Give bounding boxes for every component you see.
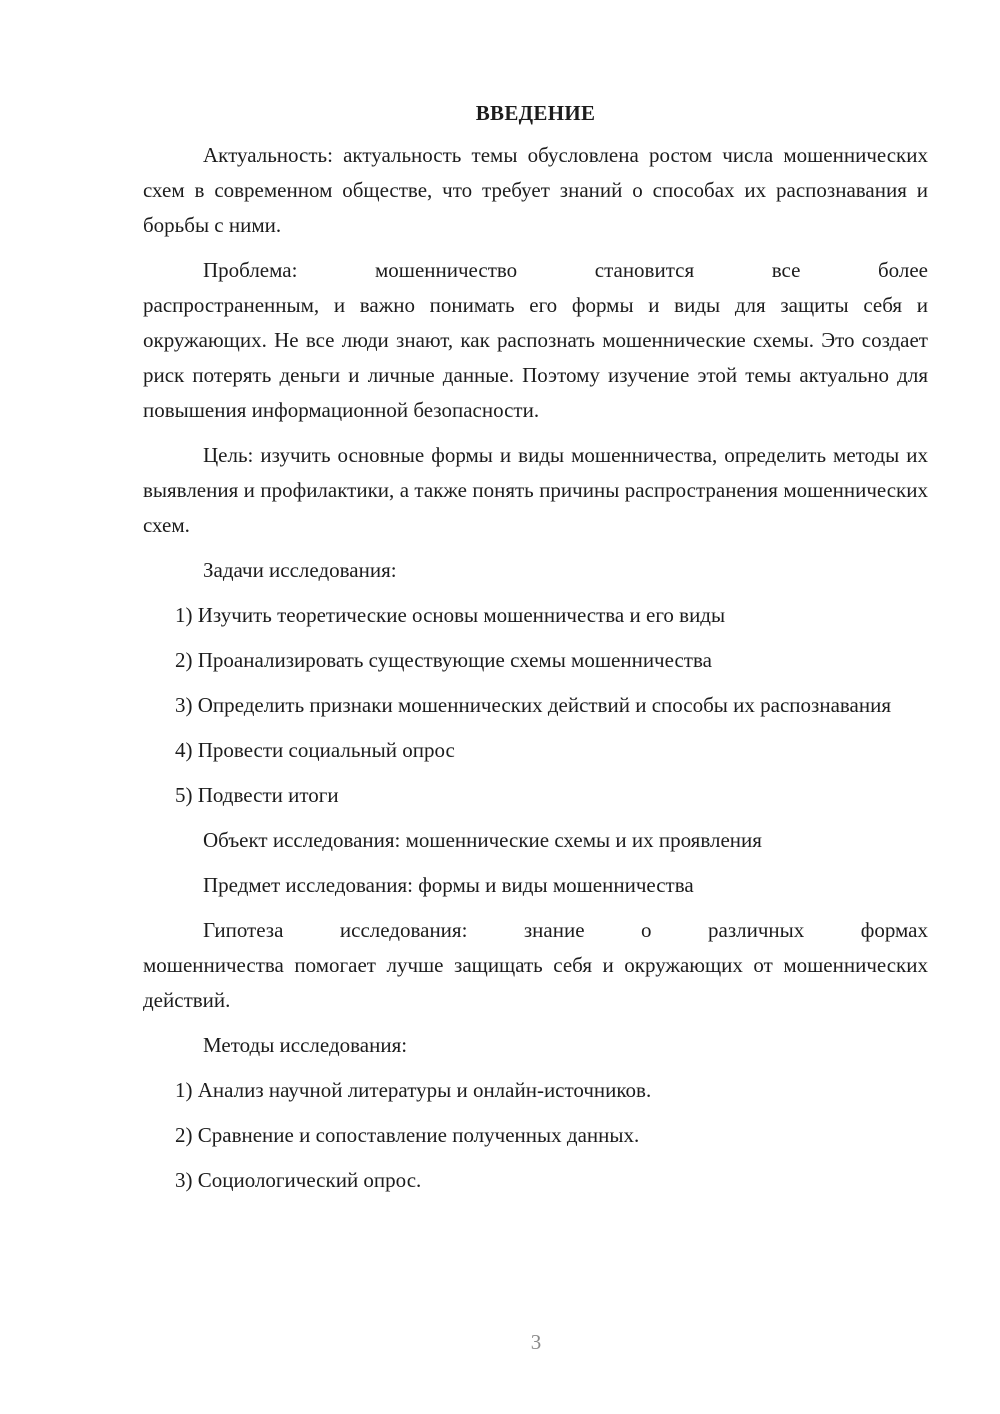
- document-page: [143, 96, 928, 1208]
- problem-first-line: Проблема: мошенничество становится все более: [203, 258, 928, 282]
- goal-paragraph: Цель: изучить основные формы и виды мошенничества, определить методы их выявления и профилактики, а также понять причины распространения мошеннических схем.: [143, 443, 928, 537]
- object-paragraph: Объект исследования: мошеннические схемы и их проявления: [203, 828, 762, 852]
- task-item-5: 5) Подвести итоги: [175, 783, 339, 807]
- subject-paragraph: Предмет исследования: формы и виды мошенничества: [203, 873, 694, 897]
- hypothesis-continuation: мошенничества помогает лучше защищать себя и окружающих от мошеннических действий.: [143, 953, 928, 1012]
- relevance-paragraph: Актуальность: актуальность темы обусловлена ростом числа мошеннических схем в современном обществе, что требует знаний о способах их распознавания и борьбы с ними.: [143, 143, 928, 237]
- task-item-3: 3) Определить признаки мошеннических действий и способы их распознавания: [175, 693, 891, 717]
- method-item-3: 3) Социологический опрос.: [175, 1168, 422, 1192]
- hypothesis-first-line: Гипотеза исследования: знание о различных формах: [203, 918, 928, 942]
- task-item-2: 2) Проанализировать существующие схемы мошенничества: [175, 648, 712, 672]
- task-item-1: 1) Изучить теоретические основы мошенничества и его виды: [175, 603, 726, 627]
- method-item-2: 2) Сравнение и сопоставление полученных данных.: [175, 1123, 640, 1147]
- section-title: ВВЕДЕНИЕ: [475, 101, 596, 125]
- hypothesis-paragraph: [143, 913, 928, 948]
- method-item-1: 1) Анализ научной литературы и онлайн-источников.: [175, 1078, 652, 1102]
- problem-paragraph: [143, 253, 928, 288]
- task-item-4: 4) Провести социальный опрос: [175, 738, 455, 762]
- page-number: 3: [530, 1330, 542, 1354]
- problem-continuation: распространенным, и важно понимать его формы и виды для защиты себя и окружающих. Не все люди знают, как распознать мошеннические схемы. Это создает риск потерять деньги и личные данные. Поэтому изучение этой темы актуально для повышения информационной безопасности.: [143, 293, 928, 422]
- tasks-heading: Задачи исследования:: [203, 558, 397, 582]
- methods-heading: Методы исследования:: [203, 1033, 408, 1057]
